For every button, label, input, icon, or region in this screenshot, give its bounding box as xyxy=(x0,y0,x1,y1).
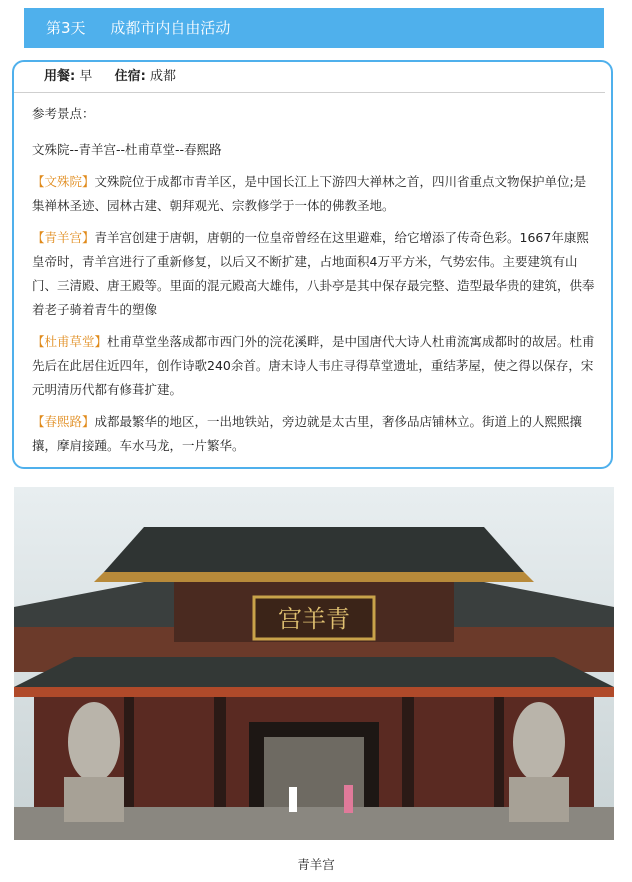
temple-photo xyxy=(14,487,614,840)
spot-text: 杜甫草堂坐落成都市西门外的浣花溪畔，是中国唐代大诗人杜甫流寓成都时的故居。杜甫先后在此居住近四年，创作诗歌240余首。唐末诗人韦庄寻得草堂遗址，重结茅屋，使之得以保存，宋元明清历代都有修葺扩建。 xyxy=(32,334,595,397)
itinerary-card xyxy=(12,60,613,469)
route-line: 文殊院--青羊宫--杜甫草堂--春熙路 xyxy=(32,142,222,157)
spot-tag: 【春熙路】 xyxy=(32,414,95,429)
spot-tag: 【文殊院】 xyxy=(32,174,95,189)
spot-text: 成都最繁华的地区，一出地铁站，旁边就是太古里，奢侈品店铺林立。街道上的人熙熙攘攘，摩肩接踵。车水马龙，一片繁华。 xyxy=(32,414,583,453)
meal-value: 早 xyxy=(79,69,93,84)
day-number: 第3天 xyxy=(46,19,86,37)
spot-wenshu xyxy=(32,170,597,218)
spot-tag: 【青羊宫】 xyxy=(32,230,95,245)
plaque-text: 宫羊青 xyxy=(278,605,350,633)
spot-qingyang xyxy=(32,226,597,322)
photo-caption: 青羊宫 xyxy=(297,857,335,872)
stay-label: 住宿: xyxy=(114,69,146,84)
card-content xyxy=(14,102,611,458)
reference-title: 参考景点： xyxy=(32,106,95,121)
temple-illustration xyxy=(14,487,614,840)
spot-text: 青羊宫创建于唐朝，唐朝的一位皇帝曾经在这里避难，给它增添了传奇色彩。1667年康熙皇帝时，青羊宫进行了重新修复，以后又不断扩建，占地面积4万平方米，气势宏伟。主要建筑有山门、三清殿、唐王殿等。里面的混元殿高大雄伟，八卦亭是其中保存最完整、造型最华贵的建筑，供奉着老子骑着青牛的塑像 xyxy=(32,230,595,317)
spot-dufu xyxy=(32,330,597,402)
spot-chunxi xyxy=(32,410,597,458)
day-header xyxy=(24,8,604,48)
spot-tag: 【杜甫草堂】 xyxy=(32,334,108,349)
meal-label: 用餐: xyxy=(44,69,76,84)
day-title: 成都市内自由活动 xyxy=(110,19,231,37)
spot-text: 文殊院位于成都市青羊区，是中国长江上下游四大禅林之首，四川省重点文物保护单位;是集禅林圣迹、园林古建、朝拜观光、宗教修学于一体的佛教圣地。 xyxy=(32,174,587,213)
meals-row xyxy=(14,62,605,93)
stay-value: 成都 xyxy=(149,69,176,84)
